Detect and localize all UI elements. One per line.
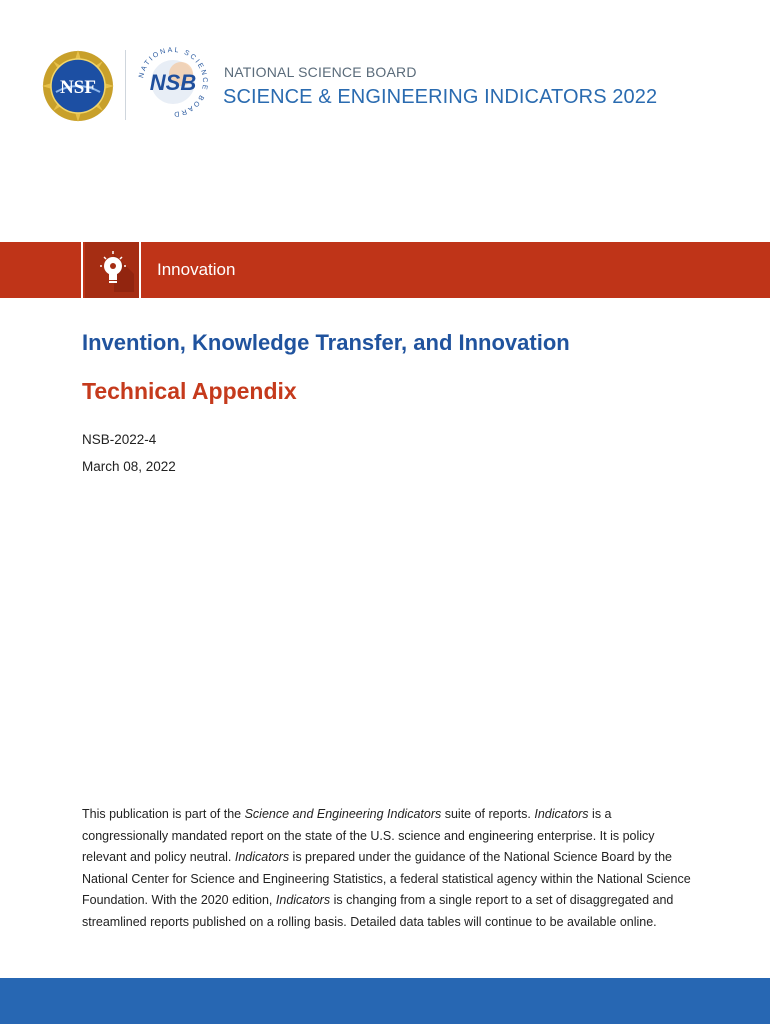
nsb-logo <box>137 44 209 120</box>
publication-date: March 08, 2022 <box>82 459 176 474</box>
topic-label: Innovation <box>157 260 236 279</box>
description-text: suite of reports. <box>441 807 535 821</box>
nsf-logo <box>42 50 114 122</box>
description-emphasis: Science and Engineering Indicators <box>244 807 442 821</box>
logo-divider <box>125 50 126 120</box>
description-emphasis: Indicators <box>534 807 589 821</box>
footer-bar <box>0 978 770 1024</box>
org-name: NATIONAL SCIENCE BOARD <box>224 64 417 80</box>
page-header <box>0 0 770 140</box>
description-text: This publication is part of the <box>82 807 245 821</box>
report-title: Invention, Knowledge Transfer, and Innovation <box>82 330 570 355</box>
description-emphasis: Indicators <box>275 893 331 907</box>
description-text: is a congressionally mandated report on the state of the U.S. science and engineering enterprise. It is policy relevant and policy neutral. <box>82 807 655 864</box>
topic-banner <box>0 242 770 298</box>
banner-divider-right <box>139 242 141 298</box>
description-emphasis: Indicators <box>234 850 290 864</box>
report-series-name: SCIENCE & ENGINEERING INDICATORS 2022 <box>223 86 658 108</box>
description-text: is changing from a single report to a set of disaggregated and streamlined reports published on a rolling basis. Detailed data tables will continue to be available online. <box>82 893 674 929</box>
report-subtitle: Technical Appendix <box>82 378 297 404</box>
svg-text:NSF: NSF <box>60 77 96 98</box>
publication-description <box>82 804 694 933</box>
document-number: NSB-2022-4 <box>82 432 157 447</box>
svg-text:NATIONAL SCIENCE BOARD: NATIONAL SCIENCE BOARD <box>138 46 209 118</box>
description-text: is prepared under the guidance of the National Science Board by the National Center for Science and Engineering Statistics, a federal statistical agency within the National Science Foundation. With the 2020 edition, <box>82 850 691 907</box>
lightbulb-icon <box>94 248 134 292</box>
svg-text:NSB: NSB <box>149 70 197 95</box>
banner-divider-left <box>81 242 83 298</box>
